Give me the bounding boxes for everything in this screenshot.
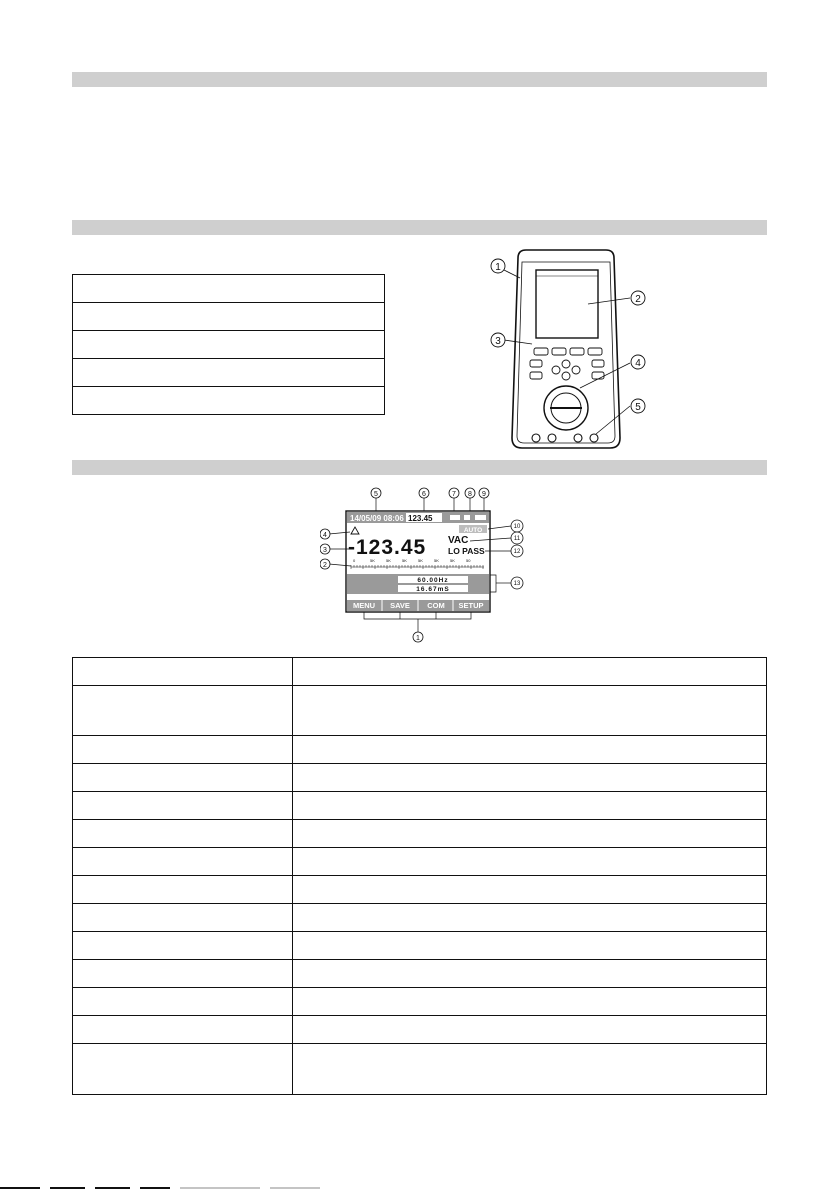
meter-callout-3: 3 bbox=[495, 336, 501, 347]
table-row bbox=[73, 359, 385, 387]
lcd-scale-label: 5K bbox=[450, 558, 455, 563]
meter-callout-2: 2 bbox=[635, 294, 641, 305]
table-row bbox=[73, 686, 767, 736]
table-row bbox=[73, 792, 767, 820]
lcd-display-illustration bbox=[320, 487, 530, 645]
table-row bbox=[73, 1016, 767, 1044]
section-bar-2 bbox=[72, 220, 767, 235]
lcd-period: 16.67mS bbox=[416, 586, 450, 593]
display-legend-table bbox=[72, 657, 767, 1095]
lcd-scale-label: 5K bbox=[386, 558, 391, 563]
lcd-callout-7: 7 bbox=[452, 491, 456, 498]
table-row bbox=[73, 303, 385, 331]
lcd-callout-9: 9 bbox=[482, 491, 486, 498]
table-row bbox=[73, 275, 385, 303]
softkey-menu: MENU bbox=[352, 601, 376, 610]
lcd-callout-10: 10 bbox=[513, 524, 521, 530]
softkey-save: SAVE bbox=[390, 601, 410, 610]
lcd-callout-5: 5 bbox=[374, 491, 378, 498]
table-row bbox=[73, 932, 767, 960]
lcd-scale-label: 5K bbox=[402, 558, 407, 563]
table-row bbox=[73, 1044, 767, 1095]
lcd-callout-3: 3 bbox=[323, 547, 327, 554]
table-row bbox=[73, 988, 767, 1016]
parts-table bbox=[72, 274, 385, 415]
table-row bbox=[73, 960, 767, 988]
table-row bbox=[73, 331, 385, 359]
lcd-callout-11: 11 bbox=[513, 536, 521, 542]
lcd-scale-label: 50 bbox=[466, 558, 471, 563]
lcd-scale-label: 5K bbox=[434, 558, 439, 563]
section-bar-3 bbox=[72, 460, 767, 475]
lcd-unit: VAC bbox=[448, 535, 469, 546]
multimeter-illustration bbox=[470, 248, 670, 453]
lcd-main-reading: -123.45 bbox=[348, 536, 427, 559]
lcd-frequency: 60.00Hz bbox=[417, 577, 449, 584]
table-row bbox=[73, 658, 767, 686]
lcd-scale-label: 5K bbox=[418, 558, 423, 563]
meter-callout-4: 4 bbox=[635, 358, 641, 369]
lcd-auto-badge: AUTO bbox=[463, 527, 483, 534]
softkey-com: COM bbox=[427, 601, 445, 610]
lcd-callout-8: 8 bbox=[468, 491, 472, 498]
table-row bbox=[73, 876, 767, 904]
battery-icon bbox=[475, 515, 486, 520]
table-row bbox=[73, 764, 767, 792]
bottom-edge-rule bbox=[0, 1186, 840, 1190]
meter-callout-1: 1 bbox=[495, 262, 501, 273]
lcd-scale-label: 0 bbox=[353, 558, 356, 563]
table-row bbox=[73, 848, 767, 876]
lcd-status: LO PASS bbox=[448, 546, 485, 556]
table-row bbox=[73, 904, 767, 932]
lcd-memory-value: 123.45 bbox=[408, 514, 433, 523]
lcd-callout-2: 2 bbox=[323, 562, 327, 569]
lcd-date-time: 14/05/09 08:06 bbox=[350, 514, 404, 523]
meter-callout-5: 5 bbox=[635, 402, 641, 413]
lcd-callout-13: 13 bbox=[513, 581, 521, 587]
table-row bbox=[73, 820, 767, 848]
table-row bbox=[73, 736, 767, 764]
lcd-callout-4: 4 bbox=[323, 532, 327, 539]
lcd-scale-label: 5K bbox=[370, 558, 375, 563]
softkey-setup: SETUP bbox=[458, 601, 484, 610]
table-row bbox=[73, 387, 385, 415]
section-bar-1 bbox=[72, 72, 767, 87]
lcd-callout-6: 6 bbox=[422, 491, 426, 498]
lcd-callout-1: 1 bbox=[416, 635, 420, 642]
lcd-callout-12: 12 bbox=[513, 549, 521, 555]
